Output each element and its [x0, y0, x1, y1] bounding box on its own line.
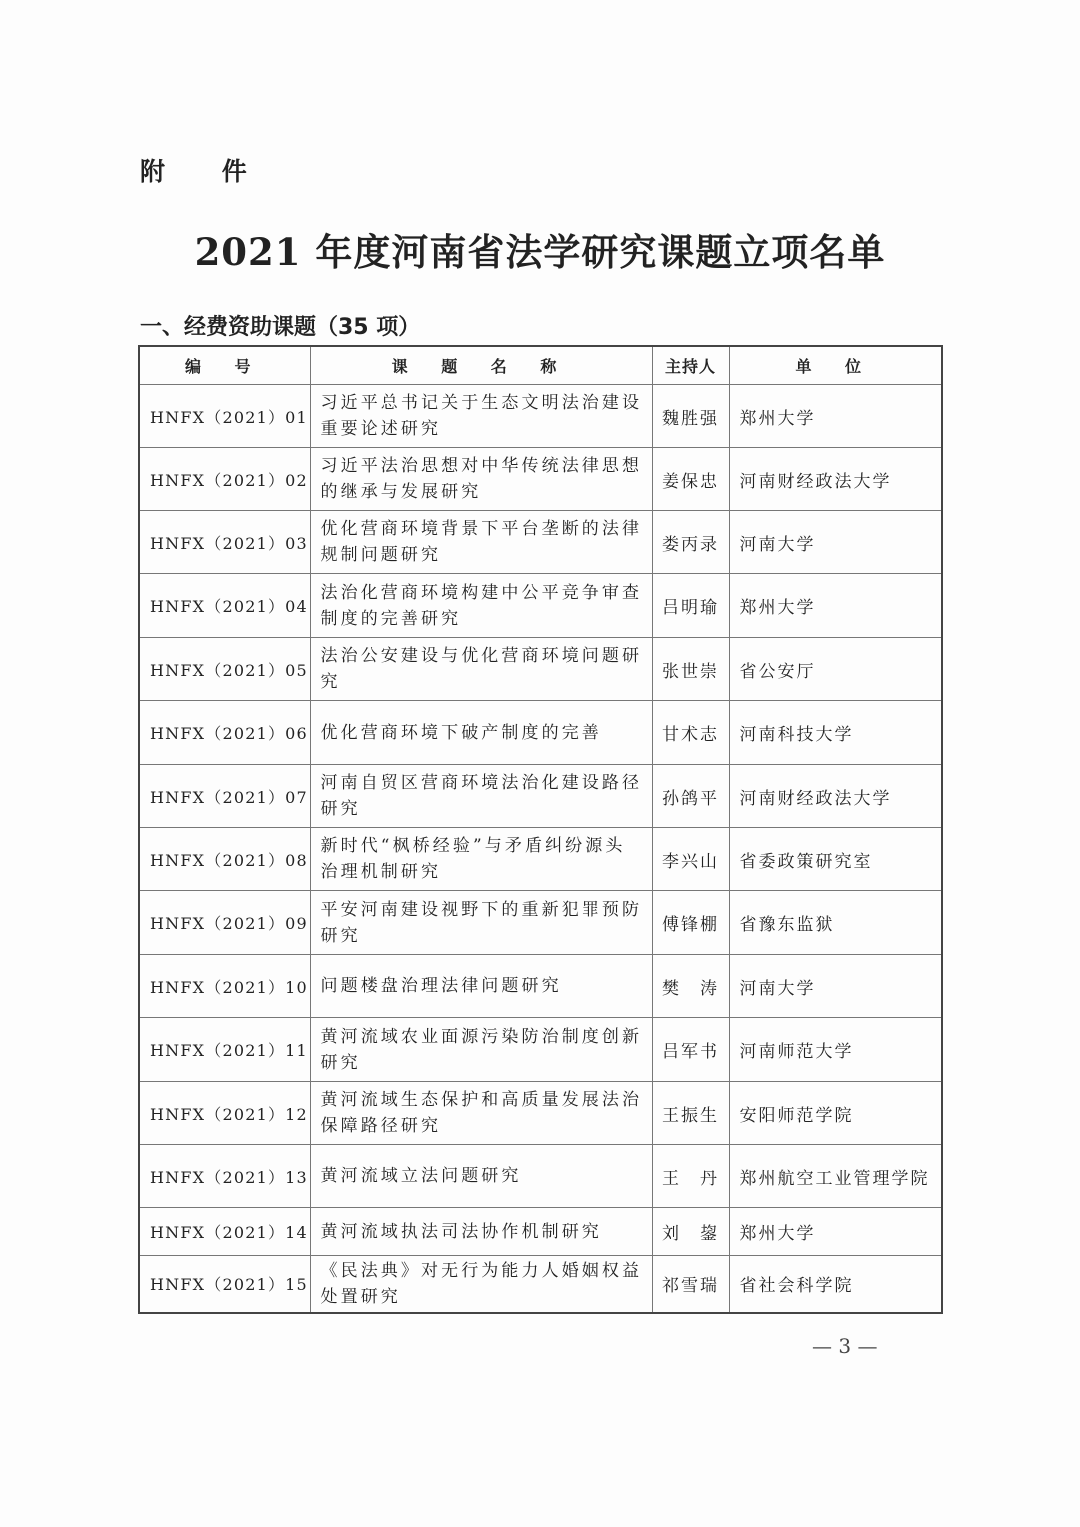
host-cell: 刘 鋆 [652, 1208, 729, 1256]
topic-cell: 平安河南建设视野下的重新犯罪预防研究 [310, 891, 652, 955]
unit-cell: 郑州航空工业管理学院 [729, 1145, 942, 1208]
code-cell: HNFX（2021）02 [139, 448, 310, 511]
table-row [139, 1208, 942, 1256]
host-cell: 祁雪瑞 [652, 1256, 729, 1313]
table-row [139, 574, 942, 638]
attachment-label: 附 件 [140, 157, 271, 186]
table-row [139, 448, 942, 511]
host-cell: 孙鸽平 [652, 765, 729, 828]
table-row [139, 828, 942, 891]
table-row [139, 1256, 942, 1313]
section-heading: 一、经费资助课题（35 项） [140, 315, 421, 340]
topic-cell: 河南自贸区营商环境法治化建设路径研究 [310, 765, 652, 828]
unit-cell: 河南大学 [729, 955, 942, 1018]
host-cell: 王 丹 [652, 1145, 729, 1208]
topic-cell: 新时代“枫桥经验”与矛盾纠纷源头治理机制研究 [310, 828, 652, 891]
topic-cell: 习近平法治思想对中华传统法律思想的继承与发展研究 [310, 448, 652, 511]
topic-cell: 法治公安建设与优化营商环境问题研究 [310, 638, 652, 701]
host-cell: 娄丙录 [652, 511, 729, 574]
document-title: 2021 年度河南省法学研究课题立项名单 [194, 230, 886, 274]
topic-cell: 黄河流域农业面源污染防治制度创新研究 [310, 1018, 652, 1082]
unit-cell: 郑州大学 [729, 385, 942, 448]
table-row [139, 1145, 942, 1208]
topic-cell: 黄河流域立法问题研究 [310, 1145, 652, 1208]
unit-cell: 河南科技大学 [729, 701, 942, 765]
table-row [139, 385, 942, 448]
code-cell: HNFX（2021）09 [139, 891, 310, 955]
code-cell: HNFX（2021）06 [139, 701, 310, 765]
unit-cell: 郑州大学 [729, 1208, 942, 1256]
topic-cell: 习近平总书记关于生态文明法治建设重要论述研究 [310, 385, 652, 448]
header-host: 主持人 [652, 346, 729, 385]
unit-cell: 省社会科学院 [729, 1256, 942, 1313]
page-number: — 3 — [812, 1334, 878, 1358]
unit-cell: 省公安厅 [729, 638, 942, 701]
topic-cell: 法治化营商环境构建中公平竞争审查制度的完善研究 [310, 574, 652, 638]
code-cell: HNFX（2021）12 [139, 1082, 310, 1145]
topic-cell: 黄河流域执法司法协作机制研究 [310, 1208, 652, 1256]
code-cell: HNFX（2021）08 [139, 828, 310, 891]
unit-cell: 河南大学 [729, 511, 942, 574]
header-unit: 单 位 [729, 346, 942, 385]
topic-cell: 黄河流域生态保护和高质量发展法治保障路径研究 [310, 1082, 652, 1145]
table-row [139, 511, 942, 574]
code-cell: HNFX（2021）01 [139, 385, 310, 448]
table-row [139, 701, 942, 765]
unit-cell: 省豫东监狱 [729, 891, 942, 955]
code-cell: HNFX（2021）05 [139, 638, 310, 701]
table-row [139, 638, 942, 701]
table-row [139, 1082, 942, 1145]
host-cell: 吕明瑜 [652, 574, 729, 638]
project-table [138, 345, 943, 1314]
unit-cell: 安阳师范学院 [729, 1082, 942, 1145]
header-topic: 课 题 名 称 [310, 346, 652, 385]
code-cell: HNFX（2021）13 [139, 1145, 310, 1208]
unit-cell: 河南财经政法大学 [729, 448, 942, 511]
code-cell: HNFX（2021）07 [139, 765, 310, 828]
host-cell: 张世崇 [652, 638, 729, 701]
table-header-row [139, 346, 942, 385]
code-cell: HNFX（2021）14 [139, 1208, 310, 1256]
host-cell: 姜保忠 [652, 448, 729, 511]
code-cell: HNFX（2021）03 [139, 511, 310, 574]
topic-cell: 优化营商环境下破产制度的完善 [310, 701, 652, 765]
unit-cell: 省委政策研究室 [729, 828, 942, 891]
host-cell: 樊 涛 [652, 955, 729, 1018]
host-cell: 李兴山 [652, 828, 729, 891]
code-cell: HNFX（2021）04 [139, 574, 310, 638]
host-cell: 吕军书 [652, 1018, 729, 1082]
code-cell: HNFX（2021）11 [139, 1018, 310, 1082]
table-row [139, 1018, 942, 1082]
code-cell: HNFX（2021）10 [139, 955, 310, 1018]
topic-cell: 问题楼盘治理法律问题研究 [310, 955, 652, 1018]
unit-cell: 河南师范大学 [729, 1018, 942, 1082]
unit-cell: 郑州大学 [729, 574, 942, 638]
table-row [139, 955, 942, 1018]
host-cell: 魏胜强 [652, 385, 729, 448]
topic-cell: 优化营商环境背景下平台垄断的法律规制问题研究 [310, 511, 652, 574]
table-row [139, 765, 942, 828]
table-row [139, 891, 942, 955]
unit-cell: 河南财经政法大学 [729, 765, 942, 828]
host-cell: 王振生 [652, 1082, 729, 1145]
header-code: 编 号 [139, 346, 310, 385]
host-cell: 傅锋棚 [652, 891, 729, 955]
host-cell: 甘术志 [652, 701, 729, 765]
topic-cell: 《民法典》对无行为能力人婚姻权益处置研究 [310, 1256, 652, 1313]
code-cell: HNFX（2021）15 [139, 1256, 310, 1313]
